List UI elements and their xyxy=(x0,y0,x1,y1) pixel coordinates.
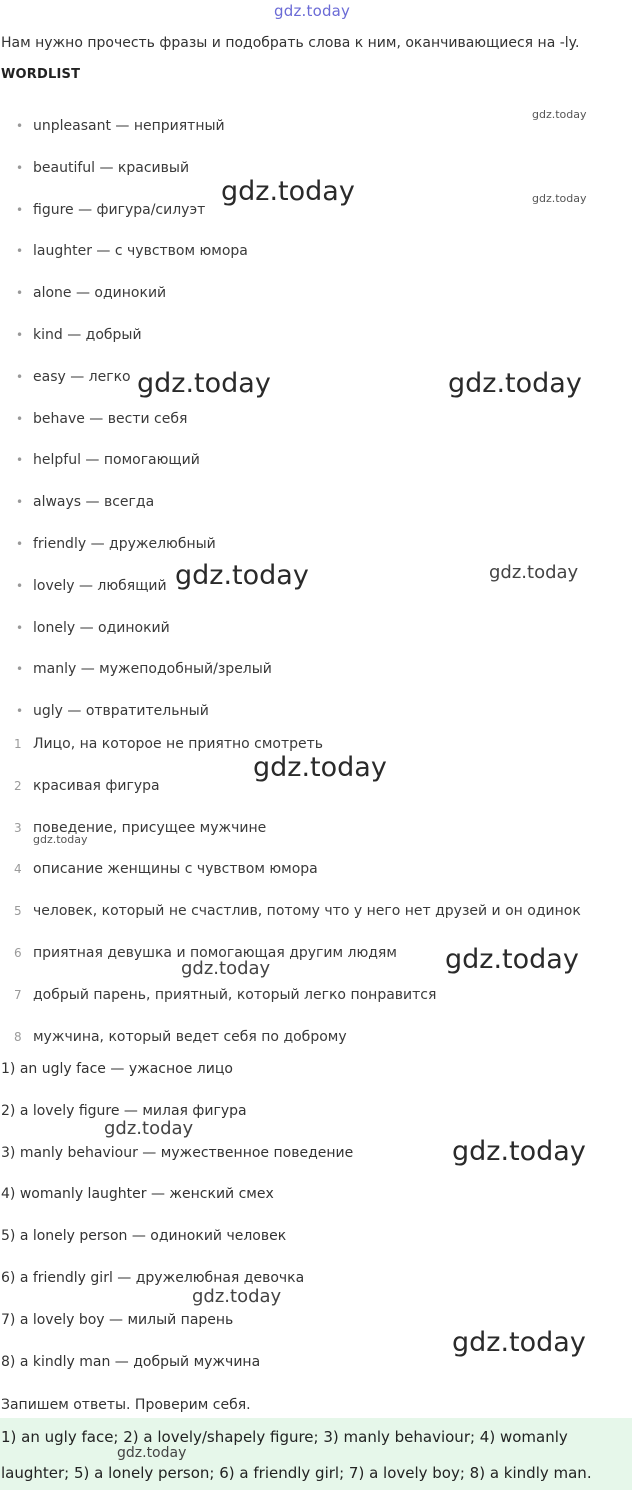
wordlist-item-text: unpleasant — неприятный xyxy=(33,118,225,134)
bullet-icon: • xyxy=(16,369,24,384)
watermark: gdz.today xyxy=(489,562,579,583)
phrase-number: 2 xyxy=(14,778,22,793)
watermark: gdz.today xyxy=(532,192,587,205)
watermark: gdz.today xyxy=(181,958,271,979)
check-line: Запишем ответы. Проверим себя. xyxy=(1,1397,251,1413)
phrase-text: приятная девушка и помогающая другим людям xyxy=(33,945,397,961)
wordlist-item-text: friendly — дружелюбный xyxy=(33,536,216,552)
bullet-icon: • xyxy=(16,662,24,677)
wordlist-heading: WORDLIST xyxy=(1,67,81,82)
wordlist-item-text: manly — мужеподобный/зрелый xyxy=(33,661,272,678)
wordlist-item-text: laughter — с чувством юмора xyxy=(33,243,248,260)
phrase-text: добрый парень, приятный, который легко понравится xyxy=(33,986,437,1003)
watermark: gdz.today xyxy=(33,833,88,846)
bullet-icon: • xyxy=(16,328,24,342)
phrase-number: 4 xyxy=(14,862,22,877)
bullet-icon: • xyxy=(16,704,24,719)
watermark: gdz.today xyxy=(452,1136,586,1167)
wordlist-item-text: always — всегда xyxy=(33,494,155,511)
answer-item: 7) a lovely boy — милый парень xyxy=(1,1311,234,1328)
phrase-number: 5 xyxy=(14,904,22,919)
phrase-number: 7 xyxy=(14,987,22,1002)
watermark: gdz.today xyxy=(137,368,271,399)
phrase-number: 6 xyxy=(14,946,22,960)
phrase-number: 8 xyxy=(14,1029,22,1044)
answer-item: 8) a kindly man — добрый мужчина xyxy=(1,1353,261,1370)
wordlist-item-text: lonely — одинокий xyxy=(33,619,170,636)
site-logo[interactable]: gdz.today xyxy=(274,2,351,20)
phrase-number: 1 xyxy=(14,737,22,751)
wordlist-item-text: ugly — отвратительный xyxy=(33,703,209,720)
bullet-icon: • xyxy=(16,286,24,301)
watermark: gdz.today xyxy=(192,1286,282,1307)
bullet-icon: • xyxy=(16,244,24,259)
bullet-icon: • xyxy=(16,578,24,593)
answer-item: 5) a lonely person — одинокий человек xyxy=(1,1228,287,1245)
wordlist-item-text: behave — вести себя xyxy=(33,410,188,427)
phrase-text: красивая фигура xyxy=(33,777,160,794)
final-answer-line-1: 1) an ugly face; 2) a lovely/shapely figure; 3) manly behaviour; 4) womanly xyxy=(1,1428,568,1446)
watermark: gdz.today xyxy=(532,108,587,121)
wordlist-item-text: easy — легко xyxy=(33,368,131,385)
wordlist-item-text: kind — добрый xyxy=(33,327,142,343)
watermark: gdz.today xyxy=(175,560,309,591)
answer-item: 6) a friendly girl — дружелюбная девочка xyxy=(1,1270,305,1286)
wordlist-item-text: lovely — любящий xyxy=(33,577,167,594)
watermark: gdz.today xyxy=(448,368,582,399)
intro-text: Нам нужно прочесть фразы и подобрать слова к ним, оканчивающиеся на -ly. xyxy=(1,35,580,51)
bullet-icon: • xyxy=(16,620,24,635)
answer-item: 4) womanly laughter — женский смех xyxy=(1,1186,274,1203)
bullet-icon: • xyxy=(16,411,24,426)
wordlist-item-text: helpful — помогающий xyxy=(33,452,200,469)
final-answer-line-2: laughter; 5) a lonely person; 6) a friendly girl; 7) a lovely boy; 8) a kindly man. xyxy=(1,1464,592,1482)
watermark: gdz.today xyxy=(104,1118,194,1139)
phrase-number: 3 xyxy=(14,820,22,835)
watermark: gdz.today xyxy=(253,752,387,783)
bullet-icon: • xyxy=(16,495,24,510)
answer-item: 1) an ugly face — ужасное лицо xyxy=(1,1061,233,1077)
bullet-icon: • xyxy=(16,537,24,551)
wordlist-item-text: alone — одинокий xyxy=(33,285,167,302)
answer-item: 2) a lovely figure — милая фигура xyxy=(1,1102,247,1119)
phrase-text: мужчина, который ведет себя по доброму xyxy=(33,1028,347,1045)
phrase-text: Лицо, на которое не приятно смотреть xyxy=(33,736,324,752)
bullet-icon: • xyxy=(16,202,24,217)
phrase-text: описание женщины с чувством юмора xyxy=(33,861,318,878)
answer-item: 3) manly behaviour — мужественное поведение xyxy=(1,1144,354,1161)
watermark: gdz.today xyxy=(452,1327,586,1358)
watermark: gdz.today xyxy=(221,176,355,207)
bullet-icon: • xyxy=(16,160,24,175)
phrase-text: поведение, присущее мужчине xyxy=(33,819,267,836)
wordlist-item-text: beautiful — красивый xyxy=(33,159,190,176)
bullet-icon: • xyxy=(16,119,24,133)
wordlist-item-text: figure — фигура/силуэт xyxy=(33,201,206,218)
phrase-text: человек, который не счастлив, потому что у него нет друзей и он одинок xyxy=(33,903,581,920)
watermark: gdz.today xyxy=(117,1445,187,1461)
bullet-icon: • xyxy=(16,453,24,468)
watermark: gdz.today xyxy=(445,944,579,975)
